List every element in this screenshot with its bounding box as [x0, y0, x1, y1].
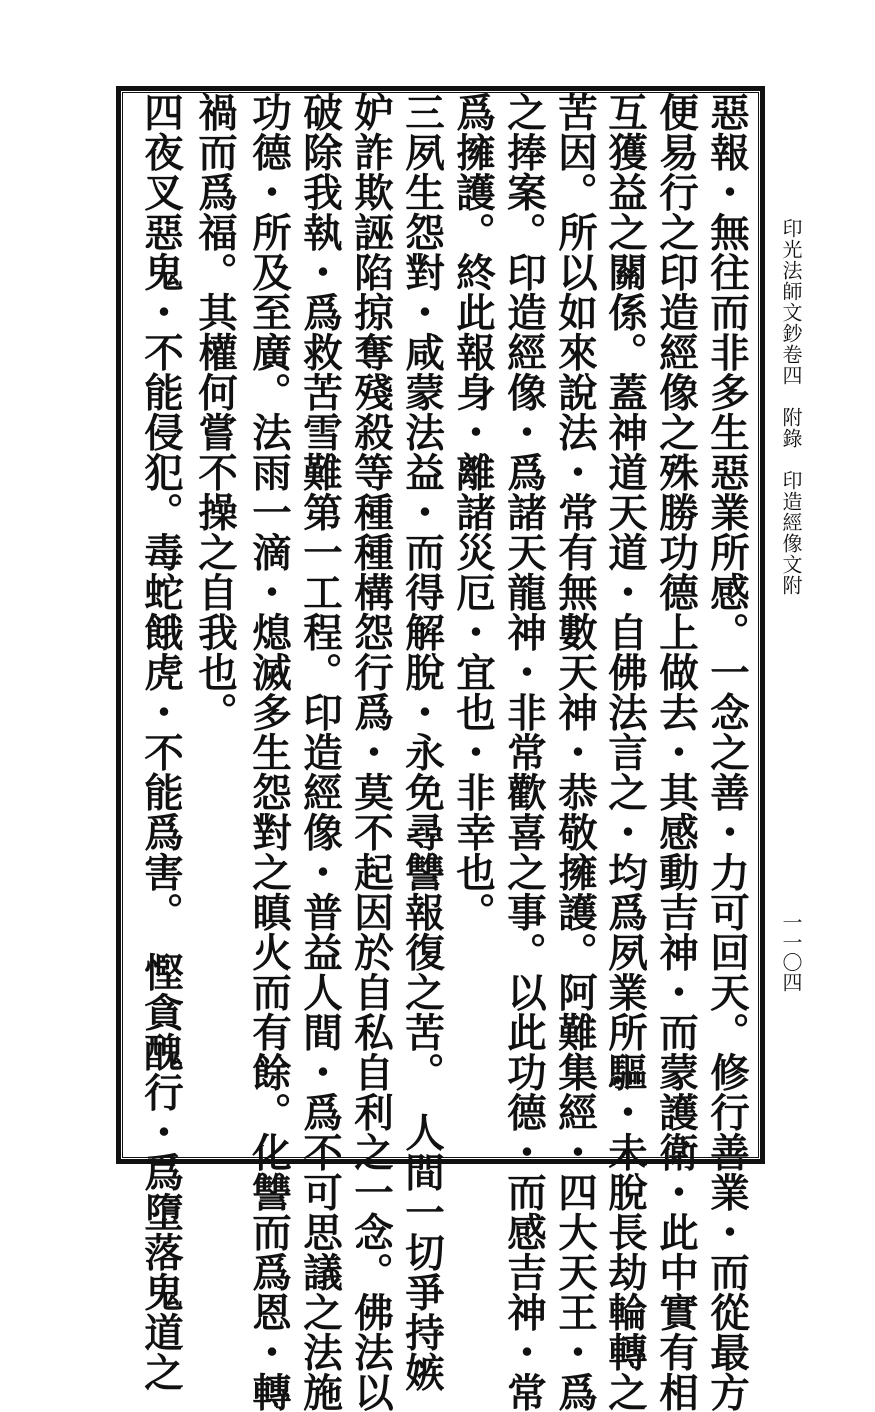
text-column-4: 苦因。所以如來說法・常有無數天神・恭敬擁護。阿難集經・四大天王・爲 [552, 92, 598, 1412]
text-column-8: 妒詐欺誣陷掠奪殘殺等種種構怨行爲・莫不起因於自私自利之一念。佛法以 [348, 92, 394, 1412]
text-column-1: 惡報・無往而非多生惡業所感。一念之善・力可回天。修行善業・而從最方 [704, 92, 750, 1412]
text-column-7: 三夙生怨對・咸蒙法益・而得解脫・永免尋讐報復之苦。 人間一切爭持嫉 [399, 92, 445, 1393]
text-column-10: 功德・所及至廣。法雨一滴・熄滅多生怨對之瞋火而有餘。化讐而爲恩・轉 [246, 92, 292, 1412]
text-column-12: 四夜叉惡鬼・不能侵犯。毒蛇餓虎・不能爲害。 慳貪醜行・爲墮落鬼道之 [138, 92, 184, 1393]
running-header-title: 印光法師文鈔卷四 附錄 印造經像文附 [779, 218, 803, 596]
text-column-3: 互獲益之關係。蓋神道天道・自佛法言之・均爲夙業所驅・未脫長劫輪轉之 [602, 92, 648, 1412]
text-column-5: 之捧案。印造經像・爲諸天龍神・非常歡喜之事。以此功德・而感吉神・常 [501, 92, 547, 1412]
page-number: 一一〇四 [779, 912, 803, 992]
text-column-2: 便易行之印造經像之殊勝功德上做去・其感動吉神・而蒙護衛・此中實有相 [653, 92, 699, 1412]
text-column-11: 禍而爲福。其權何嘗不操之自我也。 [192, 92, 238, 732]
text-column-9: 破除我執・爲救苦雪難第一工程。印造經像・普益人間・爲不可思議之法施 [297, 92, 343, 1412]
text-column-6: 爲擁護。終此報身・離諸災厄・宜也・非幸也。 [450, 92, 496, 932]
